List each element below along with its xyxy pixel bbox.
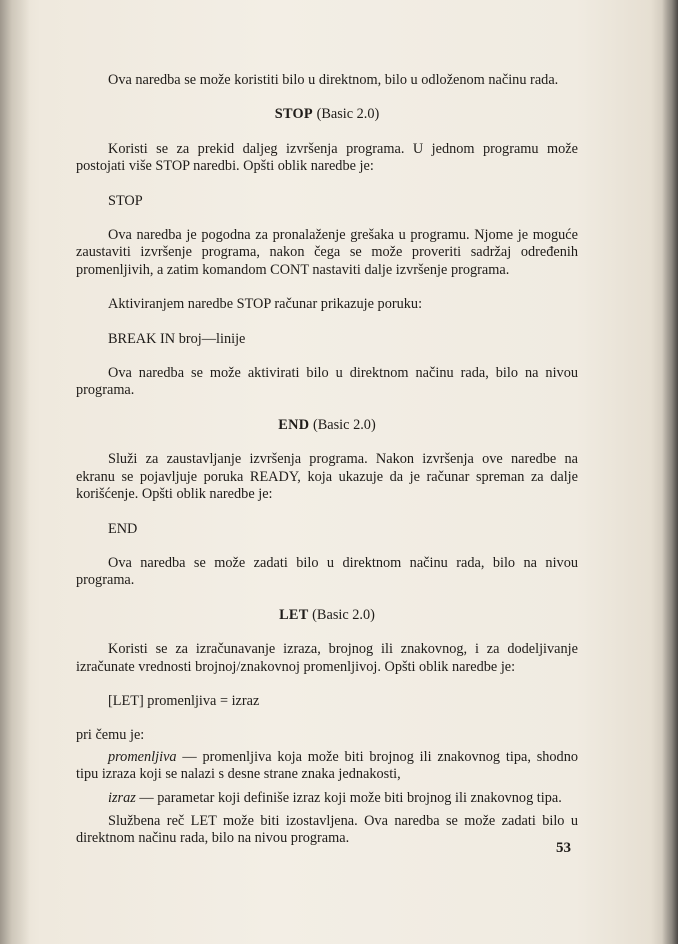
heading-version-let: (Basic 2.0) — [312, 606, 375, 623]
heading-keyword-let: LET — [279, 606, 309, 623]
heading-keyword-stop: STOP — [274, 106, 313, 123]
paragraph-intro: Ova naredba se može koristiti bilo u direktnom, bilo u odloženom načinu rada. — [108, 72, 559, 88]
paragraph-stop-description: Koristi se za prekid daljeg izvršenja programa. U jednom programu može postojati više STOP naredbi. Opšti oblik naredbe je: — [76, 140, 578, 175]
definition-izraz — [76, 790, 578, 807]
definition-term-promenljiva: promenljiva — [108, 748, 177, 765]
section-heading-stop — [76, 106, 578, 123]
paragraph-where: pri čemu je: — [76, 727, 145, 744]
syntax-break-message: BREAK IN broj—linije — [108, 330, 246, 347]
paragraph-stop-message: Aktiviranjem naredbe STOP računar prikazuje poruku: — [108, 296, 423, 313]
page-number: 53 — [556, 840, 571, 856]
paragraph-stop-usage: Ova naredba je pogodna za pronalaženje grešaka u programu. Njome je moguće zaustaviti izvršenje programa, nakon čega se može proveriti sadržaj određenih promenljivih, a zatim komandom CONT nastaviti dalje izvršenje programa. — [76, 227, 578, 278]
paragraph-stop-mode: Ova naredba se može aktivirati bilo u direktnom načinu rada, bilo na nivou programa. — [76, 365, 578, 399]
syntax-let: [LET] promenljiva = izraz — [108, 692, 260, 709]
definition-text-izraz: — parametar koji definiše izraz koji može biti brojnog ili znakovnog tipa. — [135, 789, 562, 806]
paragraph-end-mode: Ova naredba se može zadati bilo u direktnom načinu rada, bilo na nivou programa. — [76, 554, 578, 589]
section-heading-let — [76, 607, 578, 624]
syntax-end: END — [108, 520, 138, 537]
paragraph-let-note: Službena reč LET može biti izostavljena. Ova naredba se može zadati bilo u direktnom načinu rada, bilo na nivou programa. — [76, 812, 578, 847]
definition-text-promenljiva: — promenljiva koja može biti brojnog ili znakovnog tipa, shodno tipu izraza koji se nalazi s desne strane znaka jednakosti, — [76, 748, 578, 783]
heading-version-end: (Basic 2.0) — [312, 416, 376, 433]
book-spine-shadow — [0, 0, 30, 944]
definition-promenljiva — [76, 749, 578, 784]
heading-version-stop: (Basic 2.0) — [316, 106, 380, 123]
heading-keyword-end: END — [278, 416, 310, 433]
paragraph-let-description: Koristi se za izračunavanje izraza, brojnog ili znakovnog, i za dodeljivanje izračunate vrednosti brojnoj/znakovnoj promenljivoj. Opšti oblik naredbe je: — [76, 641, 578, 675]
section-heading-end — [76, 417, 578, 434]
definition-term-izraz: izraz — [108, 789, 136, 806]
page-edge-shadow — [662, 0, 678, 944]
page-body — [76, 72, 578, 865]
paragraph-end-description: Služi za zaustavljanje izvršenja programa. Nakon izvršenja ove naredbe na ekranu se pojavljuje poruka READY, koja ukazuje da je računar spreman za dalje korišćenje. Opšti oblik naredbe je: — [76, 451, 578, 503]
syntax-stop: STOP — [108, 192, 143, 209]
